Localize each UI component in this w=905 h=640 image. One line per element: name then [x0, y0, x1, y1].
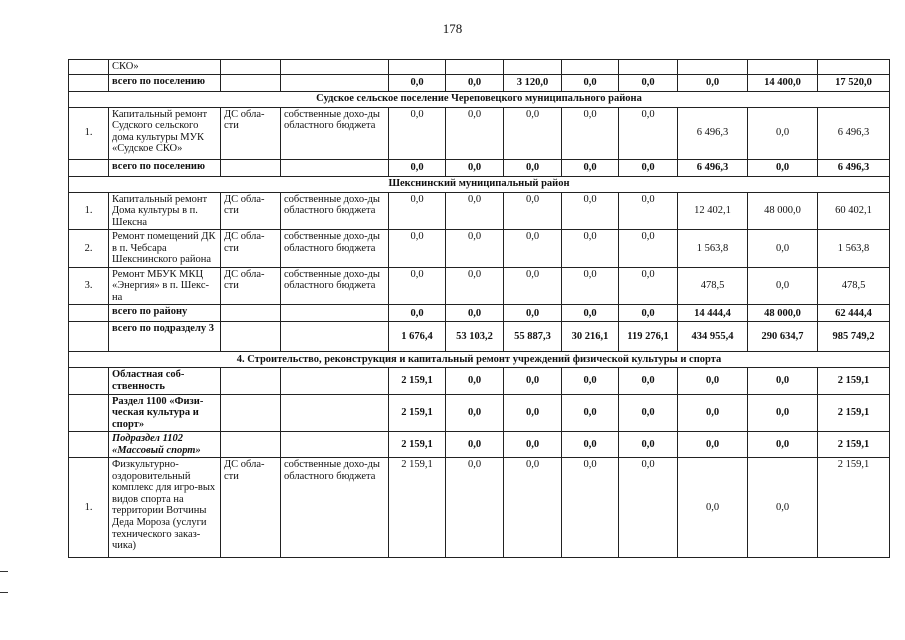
funding-type: собственные дохо-ды областного бюджета [281, 458, 389, 558]
value-cell: 2 159,1 [389, 432, 446, 458]
value-cell: 0,0 [619, 267, 678, 305]
value-cell: 2 159,1 [818, 458, 890, 558]
value-cell: 1 676,4 [389, 322, 446, 352]
value-cell: 0,0 [504, 192, 562, 230]
table-row [69, 352, 890, 368]
value-cell [748, 60, 818, 75]
financing-source: ДС обла-сти [221, 192, 281, 230]
value-cell: 0,0 [389, 159, 446, 176]
funding-type [281, 60, 389, 75]
funding-type [281, 368, 389, 394]
value-cell: 0,0 [562, 230, 619, 268]
value-cell: 0,0 [748, 394, 818, 432]
value-cell: 2 159,1 [818, 368, 890, 394]
value-cell: 0,0 [504, 305, 562, 322]
value-cell: 2 159,1 [818, 394, 890, 432]
row-number: 3. [69, 267, 109, 305]
value-cell: 0,0 [562, 74, 619, 91]
value-cell: 0,0 [748, 107, 818, 159]
table-row [69, 305, 890, 322]
value-cell: 0,0 [678, 394, 748, 432]
value-cell: 0,0 [619, 305, 678, 322]
value-cell: 14 444,4 [678, 305, 748, 322]
value-cell: 0,0 [446, 394, 504, 432]
value-cell: 60 402,1 [818, 192, 890, 230]
value-cell: 48 000,0 [748, 305, 818, 322]
value-cell: 0,0 [504, 107, 562, 159]
table-row [69, 91, 890, 107]
object-name: Капитальный ремонт Судского сельского дома культуры МУК «Судское СКО» [109, 107, 221, 159]
value-cell: 0,0 [504, 230, 562, 268]
value-cell: 0,0 [562, 192, 619, 230]
value-cell: 0,0 [748, 267, 818, 305]
value-cell: 0,0 [446, 458, 504, 558]
value-cell: 0,0 [389, 107, 446, 159]
value-cell: 478,5 [818, 267, 890, 305]
value-cell: 0,0 [619, 230, 678, 268]
budget-table [68, 59, 890, 558]
object-name: Раздел 1100 «Физи-ческая культура и спорт» [109, 394, 221, 432]
row-number [69, 432, 109, 458]
value-cell: 0,0 [446, 159, 504, 176]
value-cell: 2 159,1 [818, 432, 890, 458]
section-heading: Шекснинский муниципальный район [69, 176, 890, 192]
row-number [69, 60, 109, 75]
table-row [69, 176, 890, 192]
value-cell: 0,0 [504, 432, 562, 458]
object-name: Ремонт МБУК МКЦ «Энергия» в п. Шекс-на [109, 267, 221, 305]
value-cell: 6 496,3 [818, 159, 890, 176]
value-cell: 48 000,0 [748, 192, 818, 230]
value-cell: 6 496,3 [818, 107, 890, 159]
funding-type [281, 74, 389, 91]
value-cell: 0,0 [562, 458, 619, 558]
object-name: всего по подразделу 3 [109, 322, 221, 352]
table-row [69, 322, 890, 352]
value-cell: 985 749,2 [818, 322, 890, 352]
table-row [69, 107, 890, 159]
row-number [69, 394, 109, 432]
financing-source [221, 368, 281, 394]
value-cell: 0,0 [619, 432, 678, 458]
value-cell: 0,0 [748, 159, 818, 176]
financing-source: ДС обла-сти [221, 267, 281, 305]
value-cell: 0,0 [619, 159, 678, 176]
object-name: всего по поселению [109, 159, 221, 176]
table-row [69, 267, 890, 305]
value-cell: 0,0 [678, 458, 748, 558]
value-cell: 0,0 [562, 432, 619, 458]
value-cell: 0,0 [619, 107, 678, 159]
page-number: 178 [442, 21, 463, 36]
value-cell: 0,0 [389, 192, 446, 230]
value-cell [504, 60, 562, 75]
value-cell: 290 634,7 [748, 322, 818, 352]
value-cell [562, 60, 619, 75]
row-number: 1. [69, 107, 109, 159]
value-cell: 0,0 [504, 458, 562, 558]
value-cell: 0,0 [619, 192, 678, 230]
value-cell: 0,0 [678, 432, 748, 458]
financing-source [221, 394, 281, 432]
value-cell: 0,0 [504, 368, 562, 394]
value-cell: 0,0 [389, 305, 446, 322]
value-cell: 1 563,8 [678, 230, 748, 268]
value-cell [678, 60, 748, 75]
value-cell: 1 563,8 [818, 230, 890, 268]
table-row [69, 432, 890, 458]
value-cell: 0,0 [562, 368, 619, 394]
table-row [69, 74, 890, 91]
value-cell [446, 60, 504, 75]
financing-source [221, 159, 281, 176]
margin-mark [0, 592, 8, 593]
value-cell: 6 496,3 [678, 159, 748, 176]
funding-type: собственные дохо-ды областного бюджета [281, 192, 389, 230]
value-cell: 0,0 [562, 267, 619, 305]
value-cell: 30 216,1 [562, 322, 619, 352]
value-cell: 2 159,1 [389, 458, 446, 558]
value-cell: 0,0 [562, 305, 619, 322]
table-row [69, 394, 890, 432]
funding-type: собственные дохо-ды областного бюджета [281, 267, 389, 305]
value-cell: 0,0 [678, 74, 748, 91]
margin-mark [0, 571, 8, 572]
table-row [69, 458, 890, 558]
value-cell: 62 444,4 [818, 305, 890, 322]
value-cell: 0,0 [446, 192, 504, 230]
value-cell: 0,0 [446, 107, 504, 159]
row-number [69, 305, 109, 322]
value-cell: 0,0 [446, 305, 504, 322]
value-cell: 6 496,3 [678, 107, 748, 159]
object-name: всего по району [109, 305, 221, 322]
value-cell: 0,0 [619, 368, 678, 394]
value-cell: 0,0 [619, 74, 678, 91]
value-cell: 0,0 [748, 432, 818, 458]
value-cell: 0,0 [748, 368, 818, 394]
financing-source [221, 322, 281, 352]
table-row [69, 230, 890, 268]
object-name: Областная соб-ственность [109, 368, 221, 394]
table-row [69, 368, 890, 394]
funding-type [281, 394, 389, 432]
object-name: всего по поселению [109, 74, 221, 91]
value-cell: 0,0 [748, 458, 818, 558]
financing-source: ДС обла-сти [221, 230, 281, 268]
value-cell: 0,0 [389, 267, 446, 305]
value-cell: 14 400,0 [748, 74, 818, 91]
financing-source [221, 432, 281, 458]
value-cell: 0,0 [619, 458, 678, 558]
funding-type: собственные дохо-ды областного бюджета [281, 107, 389, 159]
value-cell: 0,0 [504, 394, 562, 432]
value-cell: 0,0 [562, 159, 619, 176]
value-cell: 434 955,4 [678, 322, 748, 352]
table-row [69, 60, 890, 75]
financing-source: ДС обла-сти [221, 458, 281, 558]
value-cell: 12 402,1 [678, 192, 748, 230]
row-number [69, 322, 109, 352]
value-cell: 53 103,2 [446, 322, 504, 352]
funding-type [281, 322, 389, 352]
financing-source [221, 305, 281, 322]
value-cell: 0,0 [446, 230, 504, 268]
row-number: 1. [69, 458, 109, 558]
value-cell: 0,0 [446, 368, 504, 394]
value-cell: 0,0 [446, 432, 504, 458]
value-cell: 0,0 [748, 230, 818, 268]
section-heading: 4. Строительство, реконструкция и капитальный ремонт учреждений физической культуры и спорта [69, 352, 890, 368]
financing-source [221, 74, 281, 91]
row-number: 1. [69, 192, 109, 230]
value-cell: 2 159,1 [389, 394, 446, 432]
value-cell [619, 60, 678, 75]
object-name: Подраздел 1102 «Массовый спорт» [109, 432, 221, 458]
object-name: Физкультурно-оздоровительный комплекс для игро-вых видов спорта на территории Вотчины Деда Мороза (услуги технического заказ-чика) [109, 458, 221, 558]
financing-source: ДС обла-сти [221, 107, 281, 159]
value-cell: 478,5 [678, 267, 748, 305]
value-cell: 2 159,1 [389, 368, 446, 394]
value-cell: 0,0 [619, 394, 678, 432]
object-name: Капитальный ремонт Дома культуры в п. Шексна [109, 192, 221, 230]
row-number [69, 159, 109, 176]
funding-type: собственные дохо-ды областного бюджета [281, 230, 389, 268]
row-number: 2. [69, 230, 109, 268]
value-cell [818, 60, 890, 75]
table-row [69, 159, 890, 176]
value-cell: 17 520,0 [818, 74, 890, 91]
value-cell: 0,0 [446, 267, 504, 305]
value-cell [389, 60, 446, 75]
value-cell: 0,0 [562, 394, 619, 432]
value-cell: 119 276,1 [619, 322, 678, 352]
funding-type [281, 432, 389, 458]
section-heading: Судское сельское поселение Череповецкого муниципального района [69, 91, 890, 107]
value-cell: 0,0 [504, 267, 562, 305]
value-cell: 0,0 [389, 74, 446, 91]
value-cell: 0,0 [678, 368, 748, 394]
funding-type [281, 305, 389, 322]
value-cell: 0,0 [562, 107, 619, 159]
value-cell: 0,0 [446, 74, 504, 91]
financing-source [221, 60, 281, 75]
value-cell: 3 120,0 [504, 74, 562, 91]
value-cell: 0,0 [389, 230, 446, 268]
value-cell: 55 887,3 [504, 322, 562, 352]
object-name: СКО» [109, 60, 221, 75]
value-cell: 0,0 [504, 159, 562, 176]
table-row [69, 192, 890, 230]
row-number [69, 368, 109, 394]
row-number [69, 74, 109, 91]
funding-type [281, 159, 389, 176]
object-name: Ремонт помещений ДК в п. Чебсара Шекснинского района [109, 230, 221, 268]
